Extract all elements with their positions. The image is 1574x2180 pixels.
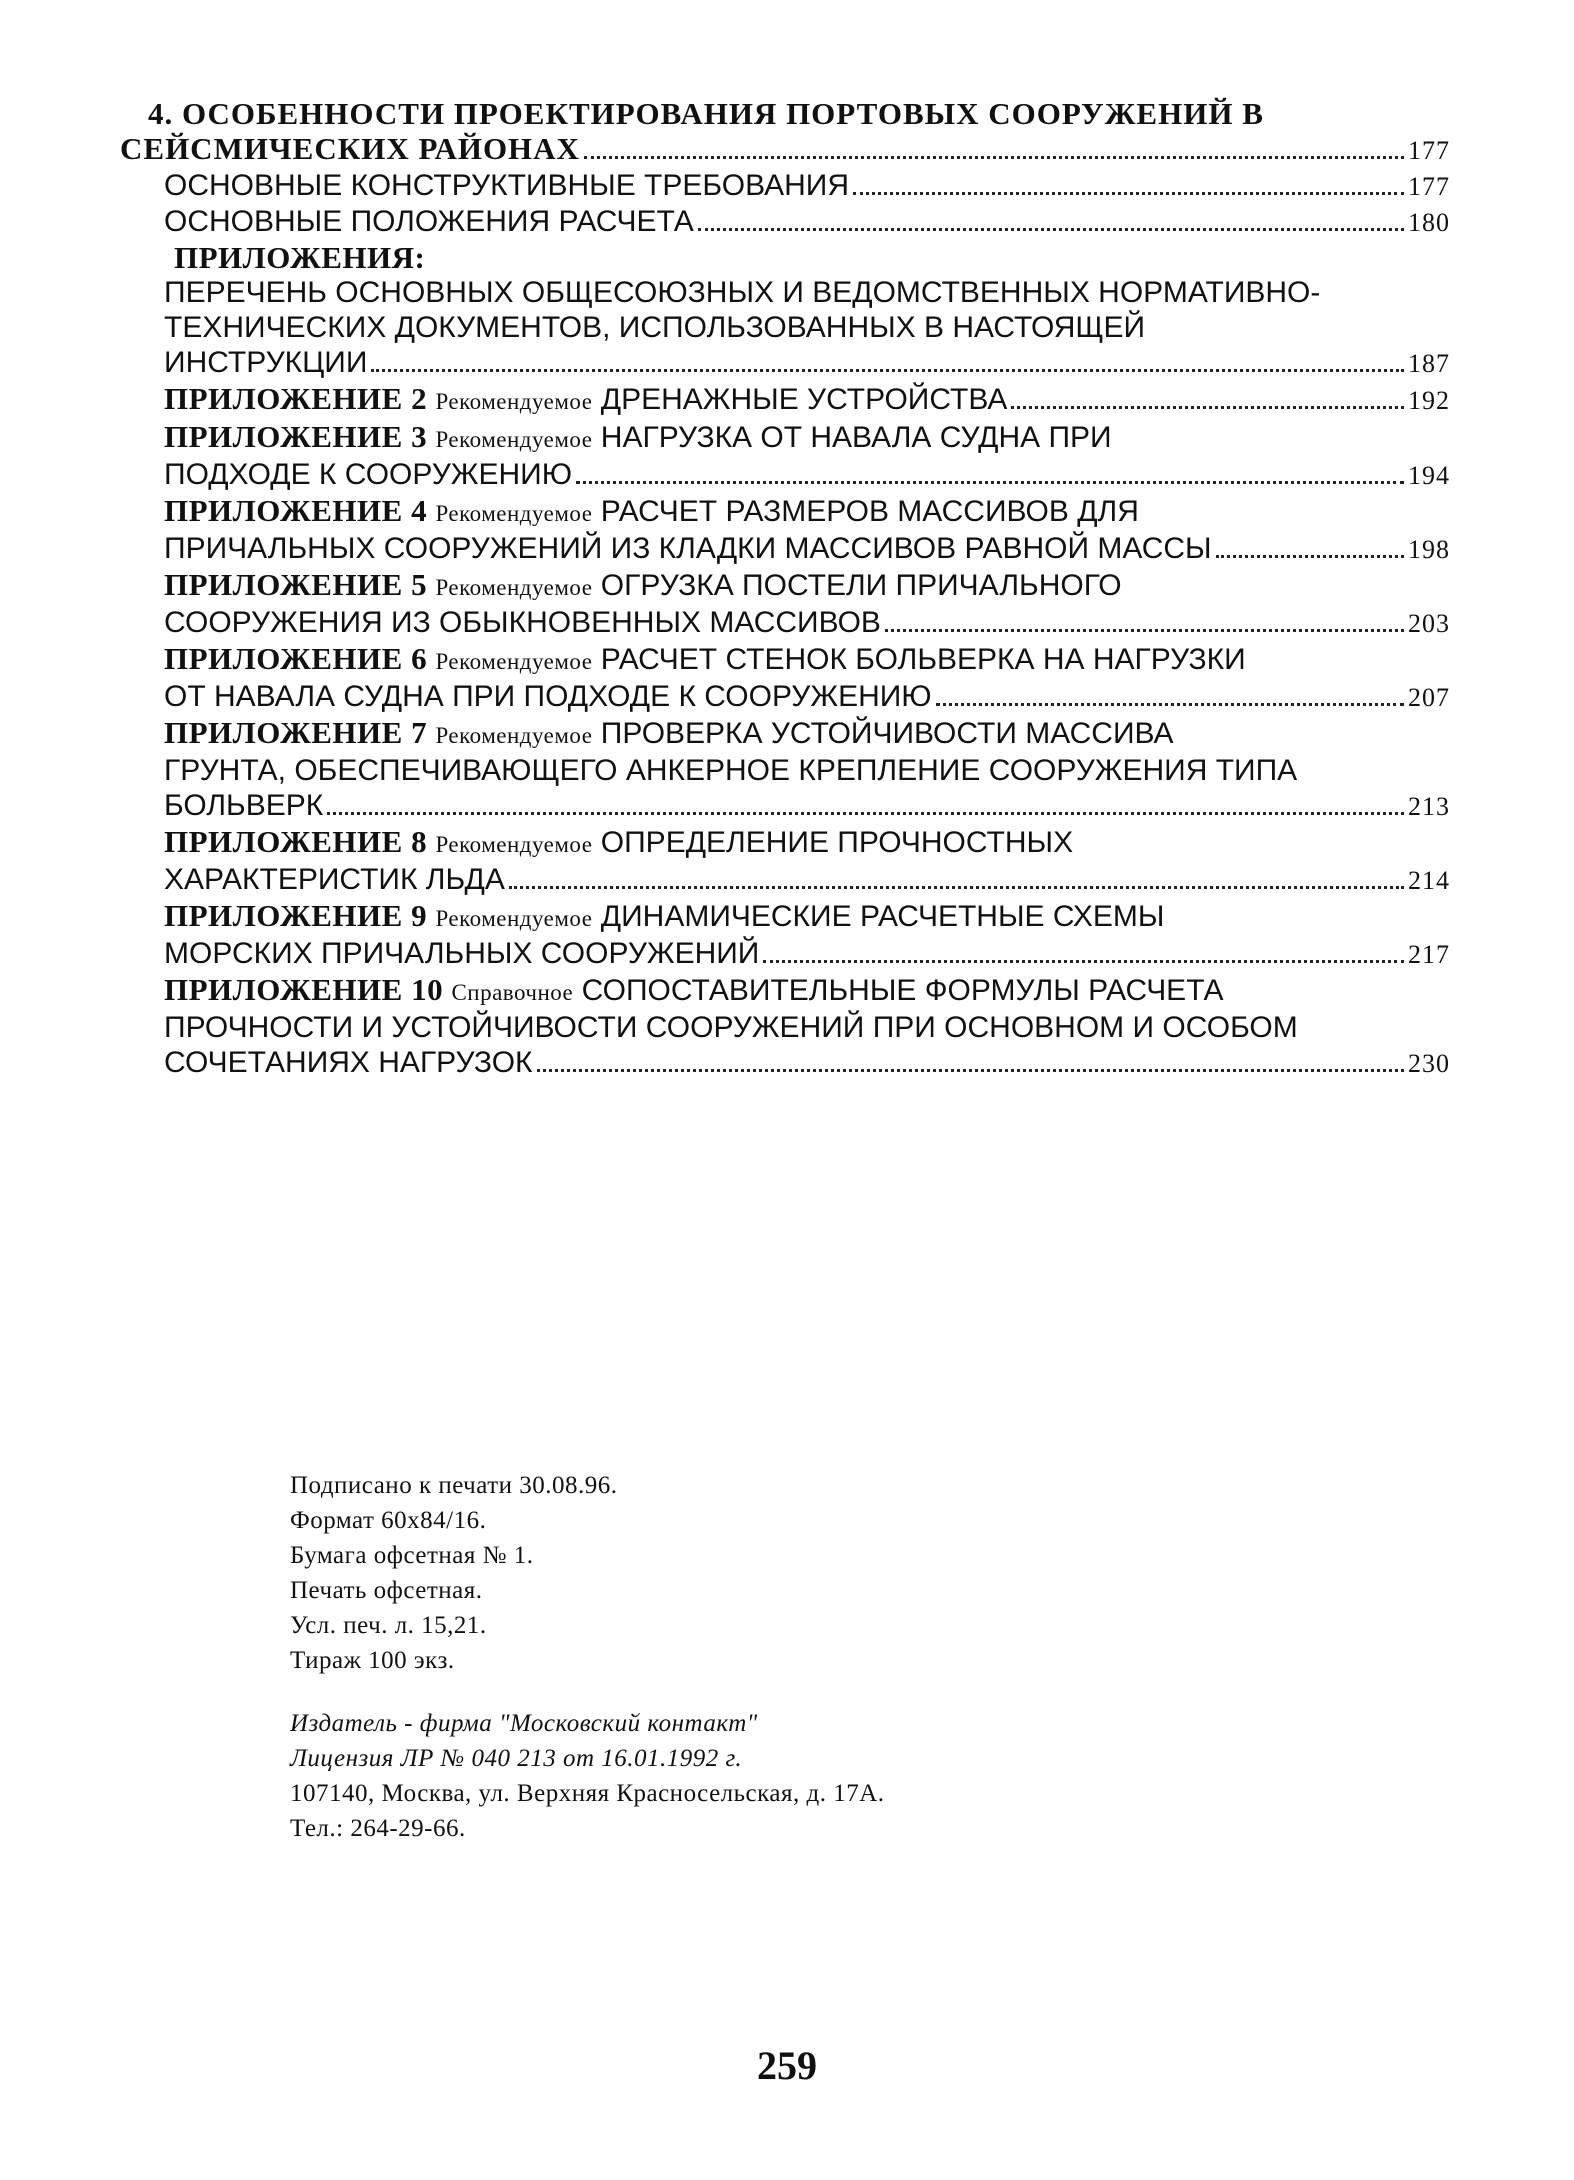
toc-entry-appendix-7 — [120, 715, 1450, 824]
appendix-label: ПРИЛОЖЕНИЕ 10 — [164, 972, 444, 1007]
page-ref: 207 — [1408, 683, 1450, 712]
table-of-contents — [120, 96, 1450, 1081]
dot-leader — [537, 1069, 1404, 1072]
entry-text: ОСНОВНЫЕ ПОЛОЖЕНИЯ РАСЧЕТА — [164, 205, 694, 238]
dot-leader — [1011, 406, 1404, 409]
toc-entry-appendix-8 — [120, 824, 1450, 898]
print-type-line: Печать офсетная. — [290, 1577, 483, 1604]
toc-entry-appendix-3 — [120, 419, 1450, 493]
appendix-kind: Рекомендуемое — [435, 906, 593, 931]
entry-text-line-2: СООРУЖЕНИЯ ИЗ ОБЫКНОВЕННЫХ МАССИВОВ — [164, 606, 881, 639]
appendix-label: ПРИЛОЖЕНИЕ 7 — [164, 715, 428, 750]
paper-line: Бумага офсетная № 1. — [290, 1542, 534, 1569]
entry-text-line-1: ПЕРЕЧЕНЬ ОСНОВНЫХ ОБЩЕСОЮЗНЫХ И ВЕДОМСТВЕННЫХ НОРМАТИВНО- — [164, 276, 1321, 309]
page-ref: 177 — [1408, 136, 1450, 165]
dot-leader — [936, 703, 1404, 706]
appendix-kind: Рекомендуемое — [435, 427, 593, 452]
page-ref: 230 — [1408, 1049, 1450, 1078]
toc-entry-appendix-9 — [120, 898, 1450, 972]
appendix-label: ПРИЛОЖЕНИЕ 2 — [164, 381, 428, 416]
entry-text-line-2: ПОДХОДЕ К СООРУЖЕНИЮ — [164, 458, 573, 491]
entry-text-line-3: СОЧЕТАНИЯХ НАГРУЗОК — [164, 1046, 533, 1079]
entry-text-line-2: ПРИЧАЛЬНЫХ СООРУЖЕНИЙ ИЗ КЛАДКИ МАССИВОВ РАВНОЙ МАССЫ — [164, 532, 1212, 565]
appendices-heading-text: ПРИЛОЖЕНИЯ: — [174, 240, 426, 275]
page-ref: 187 — [1408, 349, 1450, 378]
print-details — [290, 1468, 885, 1678]
page-ref: 214 — [1408, 866, 1450, 895]
dot-leader — [1216, 555, 1404, 558]
toc-entry-appendix-5 — [120, 567, 1450, 641]
entry-text-line-2: МОРСКИХ ПРИЧАЛЬНЫХ СООРУЖЕНИЙ — [164, 937, 760, 970]
appendix-kind: Рекомендуемое — [435, 389, 593, 414]
dot-leader — [885, 629, 1404, 632]
appendix-kind: Рекомендуемое — [435, 832, 593, 857]
appendix-kind: Рекомендуемое — [435, 501, 593, 526]
page-ref: 213 — [1408, 792, 1450, 821]
entry-text-line-1: СОПОСТАВИТЕЛЬНЫЕ ФОРМУЛЫ РАСЧЕТА — [581, 974, 1224, 1007]
phone-line: Тел.: 264-29-66. — [290, 1815, 466, 1842]
appendix-label: ПРИЛОЖЕНИЕ 5 — [164, 567, 428, 602]
appendix-kind: Рекомендуемое — [435, 575, 593, 600]
signed-for-print: Подписано к печати 30.08.96. — [290, 1472, 618, 1499]
page-ref: 203 — [1408, 609, 1450, 638]
dot-leader — [576, 481, 1404, 484]
page-ref: 192 — [1408, 386, 1450, 415]
dot-leader — [763, 960, 1404, 963]
entry-text-line-2: ХАРАКТЕРИСТИК ЛЬДА — [164, 863, 505, 896]
toc-entry-requirements — [120, 168, 1450, 204]
toc-entry-appendix-1 — [120, 275, 1450, 381]
dot-leader — [371, 369, 1404, 372]
toc-entry-appendix-2 — [120, 381, 1450, 419]
toc-entry-section-4 — [120, 96, 1450, 168]
imprint-block — [290, 1468, 885, 1874]
toc-entry-calculation — [120, 204, 1450, 240]
entry-text-line-3: БОЛЬВЕРК — [164, 789, 324, 822]
appendix-label: ПРИЛОЖЕНИЕ 4 — [164, 493, 428, 528]
publisher-line: Издатель - фирма "Московский контакт" — [290, 1710, 758, 1737]
entry-text-line-1: ПРОВЕРКА УСТОЙЧИВОСТИ МАССИВА — [600, 717, 1174, 750]
page-ref: 217 — [1408, 940, 1450, 969]
entry-text-line-1: ОПРЕДЕЛЕНИЕ ПРОЧНОСТНЫХ — [600, 826, 1074, 859]
entry-text-line-2: ОТ НАВАЛА СУДНА ПРИ ПОДХОДЕ К СООРУЖЕНИЮ — [164, 680, 932, 713]
appendix-label: ПРИЛОЖЕНИЕ 6 — [164, 641, 428, 676]
dot-leader — [584, 156, 1404, 159]
address-line: 107140, Москва, ул. Верхняя Красносельская, д. 17А. — [290, 1780, 885, 1807]
print-run-line: Тираж 100 экз. — [290, 1647, 455, 1674]
entry-text-line-2: ГРУНТА, ОБЕСПЕЧИВАЮЩЕГО АНКЕРНОЕ КРЕПЛЕНИЕ СООРУЖЕНИЯ ТИПА — [164, 754, 1298, 787]
toc-entry-appendix-10 — [120, 972, 1450, 1081]
appendices-heading — [120, 240, 1450, 275]
entry-text-line-1: ДРЕНАЖНЫЕ УСТРОЙСТВА — [600, 383, 1008, 416]
dot-leader — [327, 812, 1404, 815]
entry-text-line-1: РАСЧЕТ РАЗМЕРОВ МАССИВОВ ДЛЯ — [600, 495, 1139, 528]
entry-text-line-2: ТЕХНИЧЕСКИХ ДОКУМЕНТОВ, ИСПОЛЬЗОВАННЫХ В НАСТОЯЩЕЙ — [164, 311, 1146, 344]
section-title-line-2: СЕЙСМИЧЕСКИХ РАЙОНАХ — [120, 131, 580, 166]
dot-leader — [853, 192, 1404, 195]
section-title-line-1: 4. ОСОБЕННОСТИ ПРОЕКТИРОВАНИЯ ПОРТОВЫХ СООРУЖЕНИЙ В — [148, 96, 1264, 131]
page-ref: 194 — [1408, 461, 1450, 490]
license-line: Лицензия ЛР № 040 213 от 16.01.1992 г. — [290, 1745, 743, 1772]
page-number: 259 — [757, 2043, 817, 2088]
entry-text-line-3: ИНСТРУКЦИИ — [164, 346, 368, 379]
publisher-details — [290, 1706, 885, 1846]
appendix-kind: Рекомендуемое — [435, 723, 593, 748]
entry-text-line-2: ПРОЧНОСТИ И УСТОЙЧИВОСТИ СООРУЖЕНИЙ ПРИ ОСНОВНОМ И ОСОБОМ — [164, 1011, 1298, 1044]
format-line: Формат 60x84/16. — [290, 1507, 487, 1534]
page-ref: 177 — [1408, 172, 1450, 201]
appendix-kind: Справочное — [451, 980, 574, 1005]
toc-entry-appendix-4 — [120, 493, 1450, 567]
page-ref: 180 — [1408, 208, 1450, 237]
entry-text-line-1: НАГРУЗКА ОТ НАВАЛА СУДНА ПРИ — [600, 421, 1112, 454]
appendix-kind: Рекомендуемое — [435, 649, 593, 674]
appendix-label: ПРИЛОЖЕНИЕ 9 — [164, 898, 428, 933]
page-ref: 198 — [1408, 535, 1450, 564]
sheets-line: Усл. печ. л. 15,21. — [290, 1612, 487, 1639]
entry-text-line-1: ДИНАМИЧЕСКИЕ РАСЧЕТНЫЕ СХЕМЫ — [600, 900, 1165, 933]
entry-text-line-1: РАСЧЕТ СТЕНОК БОЛЬВЕРКА НА НАГРУЗКИ — [600, 643, 1246, 676]
dot-leader — [509, 886, 1404, 889]
entry-text: ОСНОВНЫЕ КОНСТРУКТИВНЫЕ ТРЕБОВАНИЯ — [164, 169, 850, 202]
appendix-label: ПРИЛОЖЕНИЕ 3 — [164, 419, 428, 454]
appendix-label: ПРИЛОЖЕНИЕ 8 — [164, 824, 428, 859]
entry-text-line-1: ОГРУЗКА ПОСТЕЛИ ПРИЧАЛЬНОГО — [600, 569, 1122, 602]
dot-leader — [698, 228, 1404, 231]
toc-entry-appendix-6 — [120, 641, 1450, 715]
